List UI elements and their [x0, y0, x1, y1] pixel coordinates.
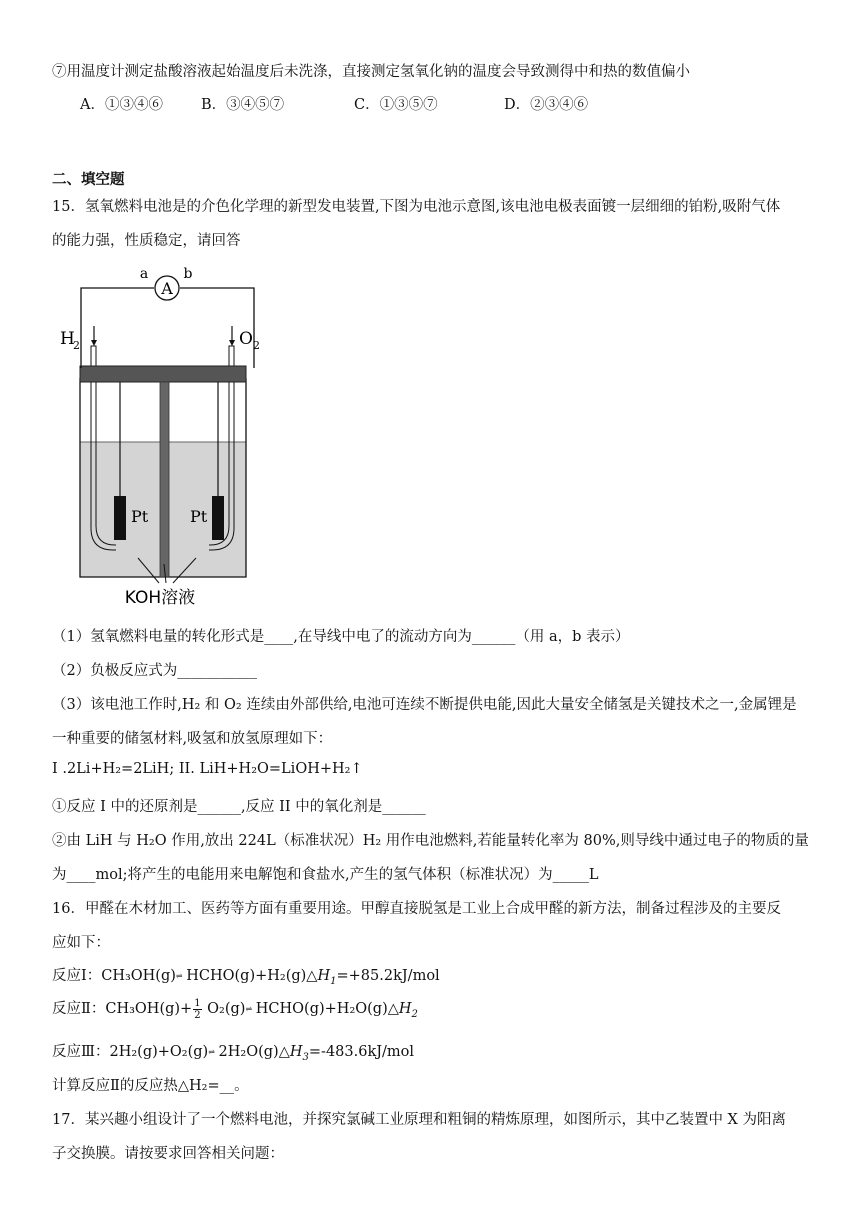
q16-reaction-3: 反应Ⅲ：2H₂(g)+O₂(g)⇌ $2H_2O(g)\triangle H_3=-483.6kJ$/mol [52, 1044, 415, 1063]
section-title: 二、填空题 [52, 171, 125, 188]
o2-sub: 2 [253, 339, 260, 352]
q15-reactions: I .2Li+H₂=2LiH; II. LiH+H₂O=LiOH+H₂↑ [52, 761, 363, 777]
q15-sub3-q2-line2: 为____mol;将产生的电能用来电解饱和食盐水,产生的氢气体积（标准状况）为_____L [52, 867, 599, 883]
q15-sub2: （2）负极反应式为___________ [52, 663, 257, 679]
q16-question: 计算反应Ⅱ的反应热△H₂=__。 [52, 1078, 249, 1094]
equilibrium-mark: ⇌ [175, 971, 182, 981]
q16-reaction-2: 反应Ⅱ：CH₃OH(g)+ $\frac{1}{2}$ O₂(g)⇌ $HCHO(g)+H_2O(g)\triangle H_2$ [52, 997, 418, 1021]
option-c: C．①③⑤⑦ [354, 97, 438, 113]
q15-sub1: （1）氢氧燃料电量的转化形式是____,在导线中电了的流动方向为______（用 a，b 表示） [52, 629, 630, 645]
lid [80, 366, 246, 382]
q17-intro-line2: 子交换膜。请按要求回答相关问题： [52, 1146, 284, 1162]
label-a: a [139, 266, 149, 282]
wire-right [180, 288, 254, 368]
option-b: B．③④⑤⑦ [201, 97, 285, 113]
option-a: A．①③④⑥ [80, 97, 163, 113]
label-b: b [183, 266, 193, 282]
divider [160, 382, 169, 577]
equilibrium-mark: ⇌ [208, 1047, 214, 1057]
electrode-left [114, 496, 126, 540]
o2-label: O [239, 329, 253, 349]
equilibrium-mark: ⇌ [245, 1004, 252, 1014]
q16-intro-line1: 16．甲醛在木材加工、医药等方面有重要用途。甲醇直接脱氢是工业上合成甲醛的新方法，制备过程涉及的主要反 [52, 901, 781, 917]
fraction-half: $\frac{1}{2}$ [194, 997, 201, 1021]
h2-sub: 2 [73, 339, 80, 352]
q15-intro-line1: 15．氢氧燃料电池是的介色化学理的新型发电装置,下图为电池示意图,该电池电极表面镀一层细细的铂粉,吸附气体 [52, 199, 781, 215]
option-d: D．②③④⑥ [504, 97, 589, 113]
h2-label: H [60, 329, 75, 349]
q15-sub3-line2: 一种重要的储氢材料,吸氢和放氢原理如下： [52, 731, 333, 747]
q15-sub3-line1: （3）该电池工作时,H₂ 和 O₂ 连续由外部供给,电池可连续不断提供电能,因此大量安全储氢是关键技术之一,金属锂是 [52, 697, 797, 713]
solution-label: KOH溶液 [124, 588, 196, 608]
electrode-right [212, 496, 224, 540]
q17-intro-line1: 17．某兴趣小组设计了一个燃料电池，并探究氯碱工业原理和粗铜的精炼原理，如图所示，其中乙装置中 X 为阳离 [52, 1112, 786, 1128]
q15-sub3-q2-line1: ②由 LiH 与 H₂O 作用,放出 224L（标准状况）H₂ 用作电池燃料,若能量转化率为 80%,则导线中通过电子的物质的量 [52, 833, 809, 849]
electrode-left-label: Pt [131, 507, 149, 526]
q15-intro-line2: 的能力强，性质稳定，请回答 [52, 233, 241, 249]
q14-item7: ⑦用温度计测定盐酸溶液起始温度后未洗涤，直接测定氢氧化钠的温度会导致测得中和热的数值偏小 [52, 64, 690, 80]
q16-intro-line2: 应如下： [52, 935, 110, 951]
ammeter-label: A [161, 279, 173, 298]
q16-reaction-1: 反应Ⅰ：CH₃OH(g)⇌ $HCHO(g)+H_2(g)\triangle H_1=+85.2kJ$/mol [52, 968, 440, 987]
electrode-right-label: Pt [190, 507, 208, 526]
q15-sub3-q1: ①反应 I 中的还原剂是______,反应 II 中的氧化剂是______ [52, 799, 426, 815]
fuel-cell-diagram [56, 258, 276, 613]
